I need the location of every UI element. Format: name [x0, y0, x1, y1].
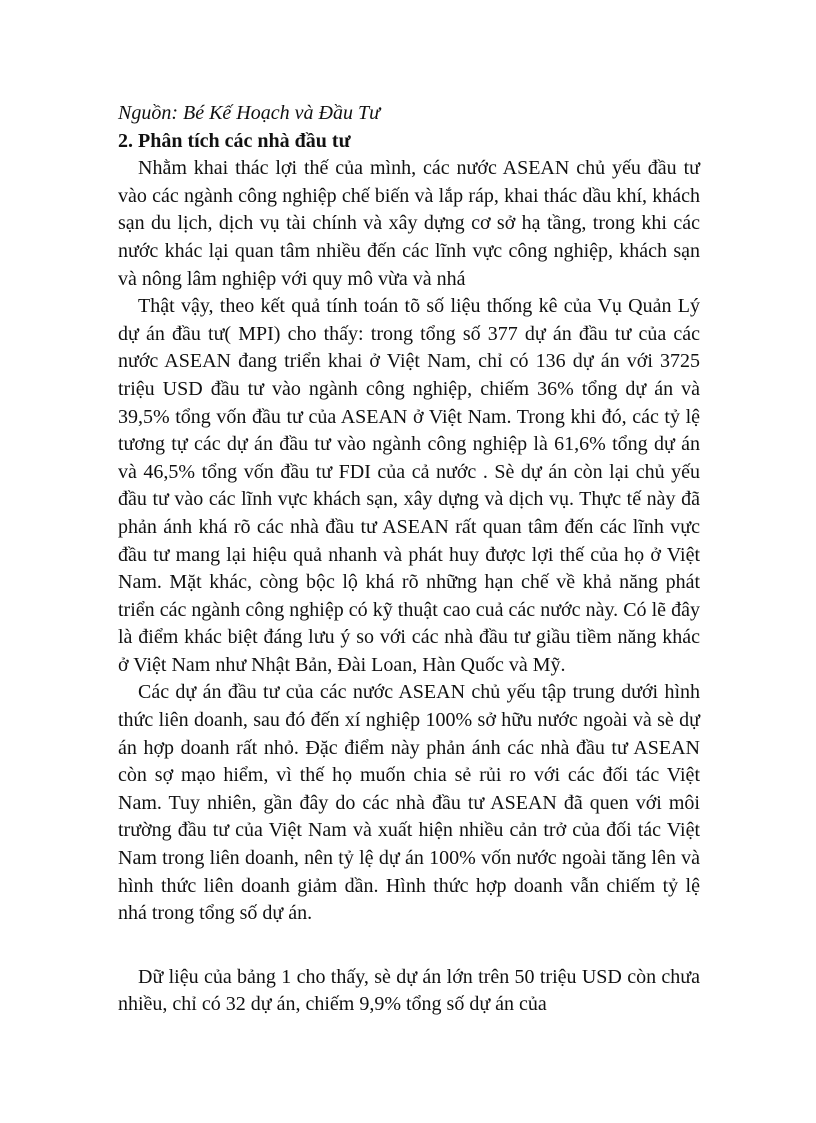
section-heading: 2. Phân tích các nhà đầu tư: [118, 129, 351, 152]
paragraph-mpi-statistics: Thật vậy, theo kết quả tính toán tõ số liệu thống kê của Vụ Quản Lý dự án đầu tư( MPI) cho thấy: trong tổng số 377 dự án đầu tư của các nước ASEAN đang triển khai ở Việt Nam, chỉ có 136 dự án với 3725 triệu USD đầu tư vào ngành công nghiệp, chiếm 36% tổng dự án và 39,5% tổng vốn đầu tư của ASEAN ở Việt Nam. Trong khi đó, các tỷ lệ tương tự các dự án đầu tư vào ngành công nghiệp là 61,6% tổng dự án và 46,5% tổng vốn đầu tư FDI của cả nước . Sè dự án còn lại chủ yếu đầu tư vào các lĩnh vực khách sạn, xây dựng và dịch vụ. Thực tế này đã phản ánh khá rõ các nhà đầu tư ASEAN rất quan tâm đến các lĩnh vực đầu tư mang lại hiệu quả nhanh và phát huy được lợi thế của họ ở Việt Nam. Mặt khác, còng bộc lộ khá rõ những hạn chế về khả năng phát triển các ngành công nghiệp có kỹ thuật cao cuả các nước này. Có lẽ đây là điểm khác biệt đáng lưu ý so với các nhà đầu tư giầu tiềm năng khác ở Việt Nam như Nhật Bản, Đài Loan, Hàn Quốc và Mỹ.: [118, 295, 700, 676]
paragraph-table-data: Dữ liệu của bảng 1 cho thấy, sè dự án lớn trên 50 triệu USD còn chưa nhiều, chỉ có 32 dự án, chiếm 9,9% tổng số dự án của: [118, 965, 700, 1016]
paragraph-investment-forms: Các dự án đầu tư của các nước ASEAN chủ yếu tập trung dưới hình thức liên doanh, sau đó đến xí nghiệp 100% sở hữu nước ngoài và sè dự án hợp doanh rất nhỏ. Đặc điểm này phản ánh các nhà đầu tư ASEAN còn sợ mạo hiểm, vì thế họ muốn chia sẻ rủi ro với các đối tác Việt Nam. Tuy nhiên, gần đây do các nhà đầu tư ASEAN đã quen với môi trường đầu tư của Việt Nam và xuất hiện nhiều cản trở của đối tác Việt Nam trong liên doanh, nên tỷ lệ dự án 100% vốn nước ngoài tăng lên và hình thức liên doanh giảm dần. Hình thức hợp doanh vẫn chiếm tỷ lệ nhá trong tổng số dự án.: [118, 681, 700, 925]
document-page: [118, 100, 700, 1019]
source-note: Nguồn: Bé Kế Hoạch và Đầu Tư: [118, 102, 380, 124]
paragraph-asean-sectors: Nhằm khai thác lợi thế của mình, các nước ASEAN chủ yếu đầu tư vào các ngành công nghiệp chế biến và lắp ráp, khai thác dầu khí, khách sạn du lịch, dịch vụ tài chính và xây dựng cơ sở hạ tầng, trong khi các nước khác lại quan tâm nhiều đến các lĩnh vực công nghiệp, khách sạn và nông lâm nghiệp với quy mô vừa và nhá: [118, 157, 700, 290]
paragraph-spacer: [118, 928, 700, 964]
